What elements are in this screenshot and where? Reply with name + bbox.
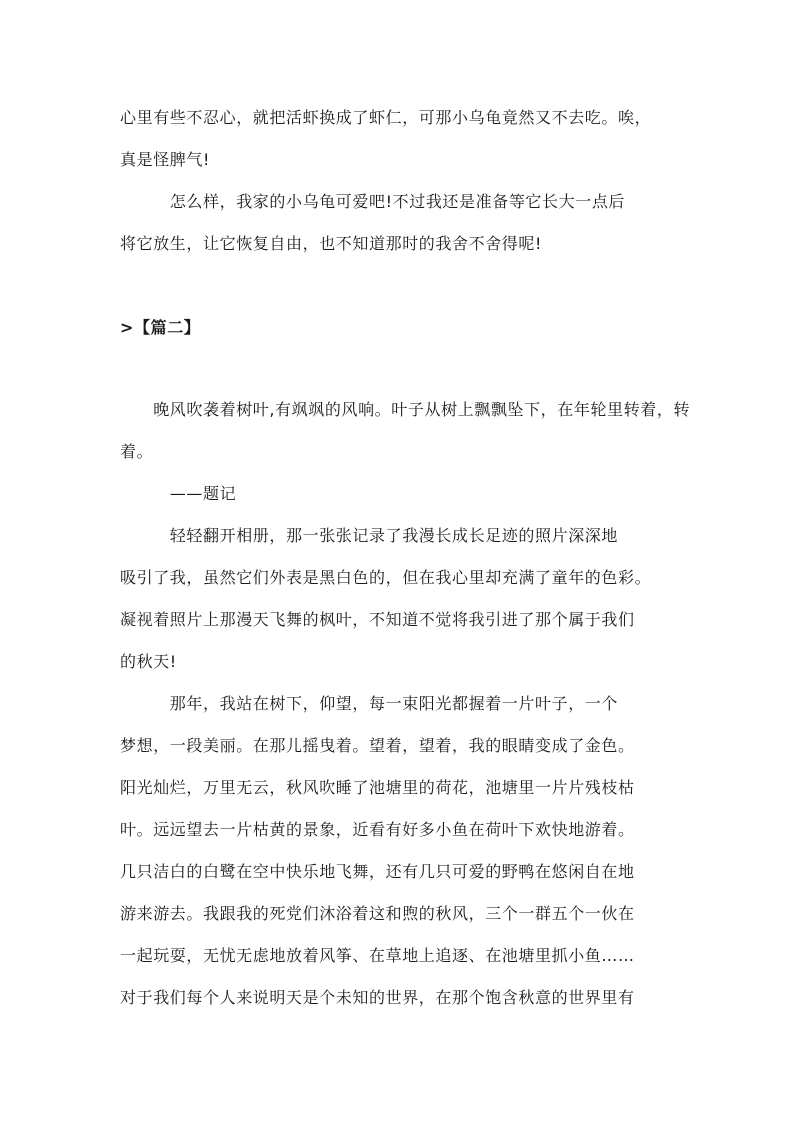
text-line: 一起玩耍，无忧无虑地放着风筝、在草地上追逐、在池塘里抓小鱼……	[120, 946, 635, 965]
text-line: 轻轻翻开相册，那一张张记录了我漫长成长足迹的照片深深地	[120, 526, 619, 545]
text-line: 阳光灿烂，万里无云，秋风吹睡了池塘里的荷花，池塘里一片片残枝枯	[120, 778, 635, 797]
text-line: 凝视着照片上那漫天飞舞的枫叶，不知道不觉将我引进了那个属于我们	[120, 610, 635, 629]
text-line: 晚风吹袭着树叶,有飒飒的风响。叶子从树上飘飘坠下，在年轮里转着，转	[120, 400, 691, 419]
text-line: 真是怪脾气!	[120, 150, 211, 169]
text-line: 心里有些不忍心，就把活虾换成了虾仁，可那小乌龟竟然又不去吃。唉，	[120, 108, 652, 127]
text-line: 几只洁白的白鹭在空中快乐地飞舞，还有几只可爱的野鸭在悠闲自在地	[120, 862, 635, 881]
text-line: 将它放生，让它恢复自由，也不知道那时的我舍不舍得呢!	[120, 234, 543, 253]
text-line: 对于我们每个人来说明天是个未知的世界，在那个饱含秋意的世界里有	[120, 988, 635, 1007]
text-line: 的秋天!	[120, 652, 177, 671]
text-line: 那年，我站在树下，仰望，每一束阳光都握着一片叶子，一个	[120, 694, 619, 713]
text-line: 着。	[120, 442, 154, 461]
section-heading: >【篇二】	[120, 318, 201, 337]
text-line: 叶。远远望去一片枯黄的景象，近看有好多小鱼在荷叶下欢快地游着。	[120, 820, 635, 839]
text-line: 游来游去。我跟我的死党们沐浴着这和煦的秋风，三个一群五个一伙在	[120, 904, 635, 923]
text-line: 梦想，一段美丽。在那儿摇曳着。望着，望着，我的眼睛变成了金色。	[120, 736, 635, 755]
epigraph-line: ——题记	[120, 484, 237, 503]
text-line: 怎么样，我家的小乌龟可爱吧!不过我还是准备等它长大一点后	[120, 192, 626, 211]
text-line: 吸引了我，虽然它们外表是黑白色的，但在我心里却充满了童年的色彩。	[120, 568, 652, 587]
